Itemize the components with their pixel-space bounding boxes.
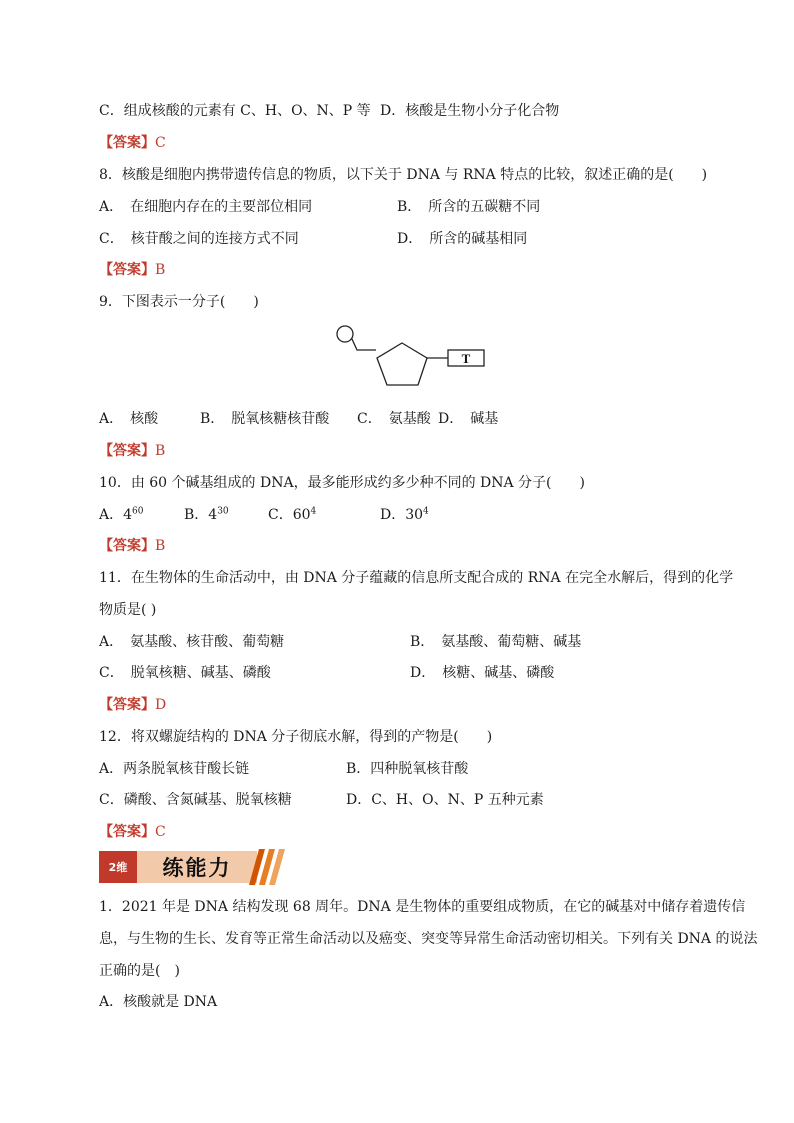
q9-option-a: A． 核酸 <box>99 411 159 427</box>
section-badge: 2维 <box>99 851 137 883</box>
q10-option-d <box>380 505 429 525</box>
q11-stem-line1: 11．在生物体的生命活动中，由 DNA 分子蕴藏的信息所支配合成的 RNA 在完全水解后，得到的化学 <box>99 570 734 586</box>
banner-stripes-icon <box>249 849 285 885</box>
section-title: 练能力 <box>137 851 257 883</box>
q12-option-a: A．两条脱氧核苷酸长链 <box>99 761 250 777</box>
q8-answer <box>99 260 165 280</box>
answer-value: C <box>155 135 166 151</box>
option-base: A．4 <box>99 507 133 523</box>
q9-stem: 9．下图表示一分子( ) <box>99 294 259 310</box>
p1-stem-line1: 1．2021 年是 DNA 结构发现 68 周年。DNA 是生物体的重要组成物质，在它的碱基对中储存着遗传信 <box>99 899 746 915</box>
option-exponent: 60 <box>132 506 144 517</box>
q8-option-b: B． 所含的五碳糖不同 <box>397 199 541 215</box>
q7-option-c: C．组成核酸的元素有 C、H、O、N、P 等 <box>99 103 371 119</box>
p1-stem-line2: 息，与生物的生长、发育等正常生命活动以及癌变、突变等异常生命活动密切相关。下列有关 DNA 的说法 <box>99 931 758 947</box>
answer-tag: 【答案】 <box>99 538 155 554</box>
option-base: B．4 <box>184 507 218 523</box>
q12-stem: 12．将双螺旋结构的 DNA 分子彻底水解，得到的产物是( ) <box>99 729 493 745</box>
option-exponent: 4 <box>310 506 317 517</box>
q12-option-c: C．磷酸、含氮碱基、脱氧核糖 <box>99 792 292 808</box>
q10-option-b <box>184 505 229 525</box>
q9-option-c: C． 氨基酸 <box>357 411 431 427</box>
answer-tag: 【答案】 <box>99 697 155 713</box>
q11-option-c: C． 脱氧核糖、碱基、磷酸 <box>99 665 271 681</box>
p1-stem-line3: 正确的是( ) <box>99 963 180 979</box>
q9-option-b: B． 脱氧核糖核苷酸 <box>200 411 330 427</box>
nucleotide-diagram <box>333 322 493 394</box>
q10-stem: 10．由 60 个碱基组成的 DNA，最多能形成约多少种不同的 DNA 分子( ) <box>99 475 585 491</box>
q8-option-c: C． 核苷酸之间的连接方式不同 <box>99 231 299 247</box>
q9-answer <box>99 441 165 461</box>
q12-option-b: B．四种脱氧核苷酸 <box>346 761 469 777</box>
answer-value: B <box>155 538 166 554</box>
q8-option-d: D． 所含的碱基相同 <box>397 231 528 247</box>
answer-value: C <box>155 824 166 840</box>
pentose-ring <box>377 343 427 385</box>
q10-option-a <box>99 505 143 525</box>
q8-option-a: A． 在细胞内存在的主要部位相同 <box>99 199 313 215</box>
q12-answer <box>99 822 166 842</box>
phosphate-bond <box>352 339 376 350</box>
q8-stem: 8．核酸是细胞内携带遗传信息的物质，以下关于 DNA 与 RNA 特点的比较，叙述正确的是( ) <box>99 167 708 183</box>
option-exponent: 30 <box>217 506 229 517</box>
answer-tag: 【答案】 <box>99 443 155 459</box>
option-exponent: 4 <box>423 506 429 517</box>
answer-value: B <box>155 443 166 459</box>
answer-tag: 【答案】 <box>99 824 155 840</box>
answer-tag: 【答案】 <box>99 262 155 278</box>
q11-stem-line2: 物质是( ) <box>99 602 157 618</box>
option-base: C．60 <box>268 507 311 523</box>
q7-answer <box>99 133 166 153</box>
q9-option-d: D． 碱基 <box>438 411 499 427</box>
q10-answer <box>99 536 165 556</box>
answer-value: B <box>155 262 166 278</box>
p1-option-a: A．核酸就是 DNA <box>99 994 218 1010</box>
answer-value: D <box>155 697 167 713</box>
q11-answer <box>99 695 166 715</box>
answer-tag: 【答案】 <box>99 135 155 151</box>
q10-option-c <box>268 505 316 525</box>
q7-option-d: D．核酸是生物小分子化合物 <box>380 103 560 119</box>
q12-option-d: D．C、H、O、N、P 五种元素 <box>346 792 544 808</box>
q11-option-d: D． 核糖、碱基、磷酸 <box>410 665 555 681</box>
option-base: D．30 <box>380 507 424 523</box>
section-banner <box>99 849 279 885</box>
base-label: T <box>461 351 471 366</box>
phosphate-circle <box>337 326 353 342</box>
q11-option-b: B． 氨基酸、葡萄糖、碱基 <box>410 634 582 650</box>
q11-option-a: A． 氨基酸、核苷酸、葡萄糖 <box>99 634 285 650</box>
